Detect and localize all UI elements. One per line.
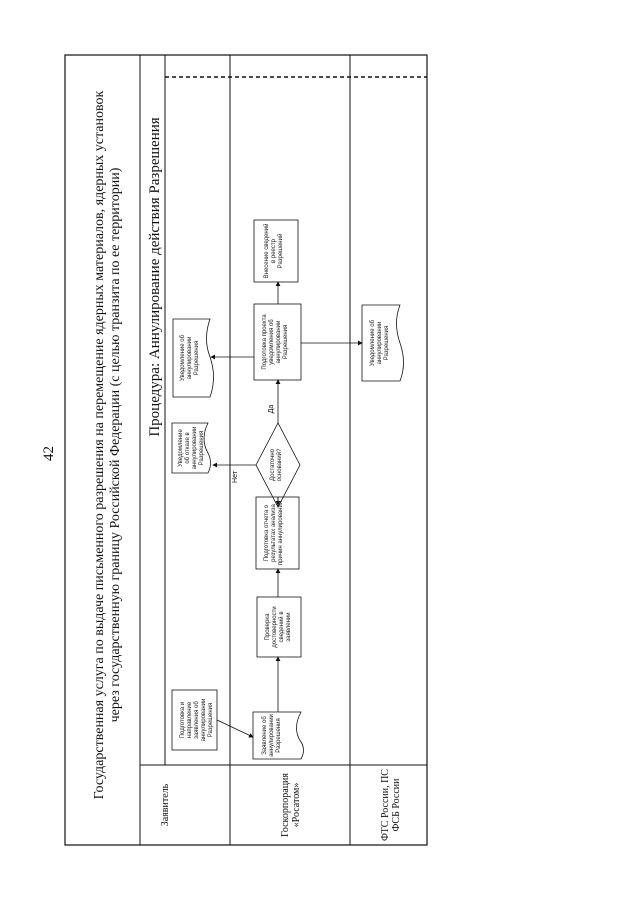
page-number: 42 [41, 446, 57, 461]
node-register-entry: Внесение сведений в реестр Разрешений [264, 223, 284, 279]
node-notice-fts: Уведомление об аннулировании Разрешения [370, 319, 390, 367]
lane-applicant: Заявитель [160, 783, 171, 827]
node-application-doc: Заявление об аннулировании Разрешения [262, 714, 282, 757]
lane-rosatom: Госкорпорация «Росатом» [280, 772, 302, 838]
node-prepare-notice: Подготовка проекта уведомления об аннулировании Разрешения [262, 314, 289, 370]
node-refusal-notice: Уведомление об отказе в аннулировании Разрешения [178, 426, 205, 470]
node-prepare-report: Подготовка отчета о результатах анализа причин аннулирования [264, 500, 284, 566]
title-line-1: Государственная услуга по выдаче письменного разрешения на перемещение ядерных материалов, ядерных установок [92, 90, 107, 800]
edge-label-yes: Да [268, 404, 275, 414]
node-check-info: Проверка достоверности сведений в заявлении [265, 606, 292, 648]
node-prepare-application: Подготовка и направление заявления об аннулировании Разрешения [180, 698, 214, 742]
node-notice-applicant: Уведомление об аннулировании Разрешения [180, 334, 200, 382]
title-line-2: через государственную границу Российской Федерации (с целью транзита по ее территории) [108, 167, 123, 723]
lane-fts: ФТС России, ПС ФСБ России [380, 769, 402, 841]
edge-label-no: Нет [232, 471, 239, 483]
node-decision: Достаточно оснований? [270, 448, 283, 482]
procedure-title: Процедура: Аннулирование действия Разрешения [147, 117, 163, 437]
